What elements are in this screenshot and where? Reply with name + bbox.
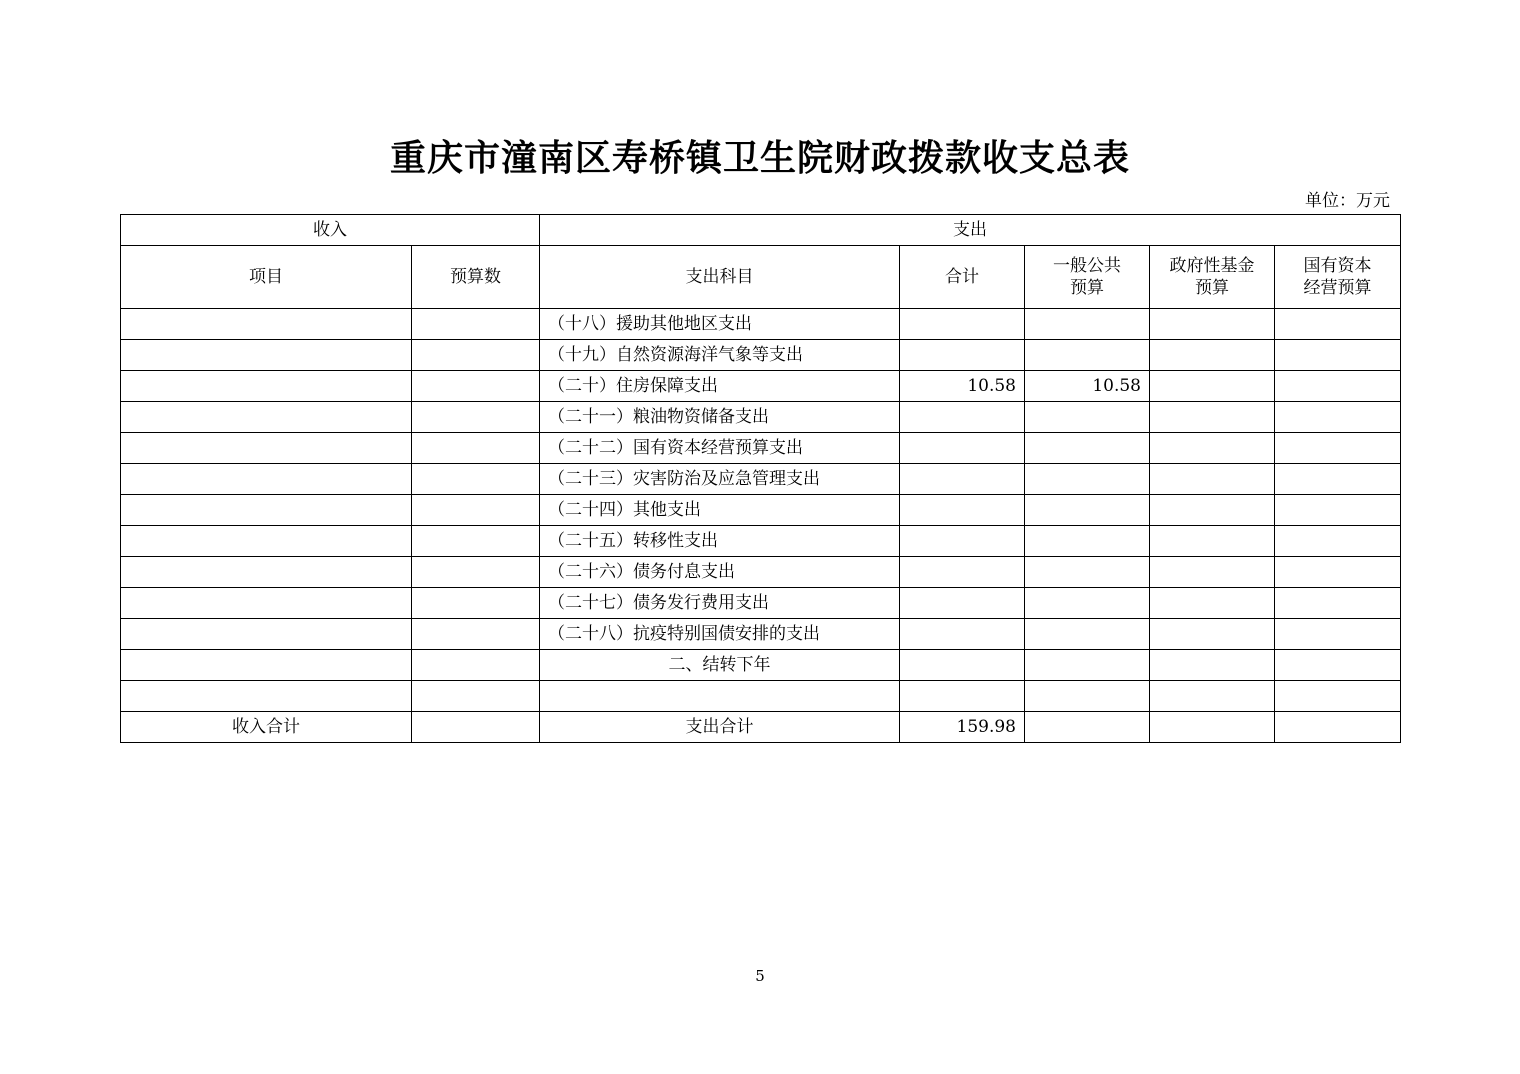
cell-item bbox=[121, 433, 412, 464]
cell-general-public bbox=[1025, 650, 1150, 681]
col-general-public bbox=[1025, 246, 1150, 309]
table-row bbox=[121, 433, 1401, 464]
cell-general-public bbox=[1025, 681, 1150, 712]
table-row bbox=[121, 402, 1401, 433]
cell-general-public bbox=[1025, 433, 1150, 464]
cell-gov-fund bbox=[1150, 650, 1275, 681]
cell-expense-subject: （二十二）国有资本经营预算支出 bbox=[540, 433, 900, 464]
cell-item bbox=[121, 557, 412, 588]
cell-budget bbox=[412, 681, 540, 712]
budget-summary-table bbox=[120, 214, 1401, 743]
cell-item bbox=[121, 526, 412, 557]
cell-total bbox=[900, 340, 1025, 371]
expense-total-capital bbox=[1275, 712, 1401, 743]
cell-total bbox=[900, 681, 1025, 712]
page-title: 重庆市潼南区寿桥镇卫生院财政拨款收支总表 bbox=[389, 137, 1130, 179]
cell-general-public bbox=[1025, 402, 1150, 433]
col-expense-subject: 支出科目 bbox=[540, 246, 900, 309]
cell-budget bbox=[412, 495, 540, 526]
table-row bbox=[121, 588, 1401, 619]
cell-state-capital bbox=[1275, 681, 1401, 712]
cell-expense-subject: （二十）住房保障支出 bbox=[540, 371, 900, 402]
cell-general-public: 10.58 bbox=[1025, 371, 1150, 402]
cell-state-capital bbox=[1275, 340, 1401, 371]
cell-gov-fund bbox=[1150, 681, 1275, 712]
cell-state-capital bbox=[1275, 433, 1401, 464]
expense-total-fund bbox=[1150, 712, 1275, 743]
cell-gov-fund bbox=[1150, 433, 1275, 464]
expense-total-value: 159.98 bbox=[900, 712, 1025, 743]
table-body bbox=[121, 309, 1401, 712]
cell-expense-subject: （二十一）粮油物资储备支出 bbox=[540, 402, 900, 433]
cell-gov-fund bbox=[1150, 402, 1275, 433]
cell-total bbox=[900, 650, 1025, 681]
cell-general-public bbox=[1025, 526, 1150, 557]
cell-budget bbox=[412, 371, 540, 402]
expense-total-general bbox=[1025, 712, 1150, 743]
cell-budget bbox=[412, 557, 540, 588]
cell-total bbox=[900, 557, 1025, 588]
cell-item bbox=[121, 464, 412, 495]
cell-total bbox=[900, 433, 1025, 464]
cell-expense-subject: （十八）援助其他地区支出 bbox=[540, 309, 900, 340]
income-total-value bbox=[412, 712, 540, 743]
cell-state-capital bbox=[1275, 526, 1401, 557]
cell-expense-subject: （二十五）转移性支出 bbox=[540, 526, 900, 557]
cell-general-public bbox=[1025, 557, 1150, 588]
cell-state-capital bbox=[1275, 464, 1401, 495]
page-number: 5 bbox=[755, 967, 765, 985]
col-total: 合计 bbox=[900, 246, 1025, 309]
table-row bbox=[121, 526, 1401, 557]
cell-total bbox=[900, 309, 1025, 340]
cell-total bbox=[900, 464, 1025, 495]
col-general-public-line2: 预算 bbox=[1070, 278, 1104, 298]
cell-general-public bbox=[1025, 495, 1150, 526]
cell-item bbox=[121, 309, 412, 340]
cell-budget bbox=[412, 402, 540, 433]
cell-gov-fund bbox=[1150, 371, 1275, 402]
cell-gov-fund bbox=[1150, 526, 1275, 557]
cell-item bbox=[121, 681, 412, 712]
cell-expense-subject: （二十八）抗疫特别国债安排的支出 bbox=[540, 619, 900, 650]
cell-state-capital bbox=[1275, 619, 1401, 650]
cell-total bbox=[900, 526, 1025, 557]
table-row bbox=[121, 340, 1401, 371]
cell-general-public bbox=[1025, 619, 1150, 650]
col-item: 项目 bbox=[121, 246, 412, 309]
table-row bbox=[121, 464, 1401, 495]
col-budget: 预算数 bbox=[412, 246, 540, 309]
cell-state-capital bbox=[1275, 495, 1401, 526]
cell-general-public bbox=[1025, 340, 1150, 371]
cell-item bbox=[121, 619, 412, 650]
col-state-capital bbox=[1275, 246, 1401, 309]
header-row-groups bbox=[121, 215, 1401, 246]
cell-expense-subject: （十九）自然资源海洋气象等支出 bbox=[540, 340, 900, 371]
header-row-columns bbox=[121, 246, 1401, 309]
cell-item bbox=[121, 371, 412, 402]
cell-gov-fund bbox=[1150, 557, 1275, 588]
cell-total: 10.58 bbox=[900, 371, 1025, 402]
cell-expense-subject: （二十四）其他支出 bbox=[540, 495, 900, 526]
cell-gov-fund bbox=[1150, 495, 1275, 526]
cell-total bbox=[900, 588, 1025, 619]
cell-expense-subject: （二十三）灾害防治及应急管理支出 bbox=[540, 464, 900, 495]
cell-general-public bbox=[1025, 309, 1150, 340]
cell-state-capital bbox=[1275, 588, 1401, 619]
cell-item bbox=[121, 495, 412, 526]
cell-gov-fund bbox=[1150, 588, 1275, 619]
cell-gov-fund bbox=[1150, 619, 1275, 650]
table-row bbox=[121, 681, 1401, 712]
table-row bbox=[121, 495, 1401, 526]
col-general-public-line1: 一般公共 bbox=[1053, 256, 1121, 276]
expense-total-label: 支出合计 bbox=[540, 712, 900, 743]
cell-item bbox=[121, 402, 412, 433]
cell-budget bbox=[412, 526, 540, 557]
col-gov-fund bbox=[1150, 246, 1275, 309]
income-header: 收入 bbox=[121, 215, 540, 246]
cell-expense-subject: （二十七）债务发行费用支出 bbox=[540, 588, 900, 619]
col-state-capital-line1: 国有资本 bbox=[1303, 256, 1372, 276]
income-total-label: 收入合计 bbox=[121, 712, 412, 743]
table-row bbox=[121, 650, 1401, 681]
cell-budget bbox=[412, 340, 540, 371]
col-gov-fund-line2: 预算 bbox=[1195, 278, 1229, 298]
table-row bbox=[121, 309, 1401, 340]
cell-state-capital bbox=[1275, 650, 1401, 681]
cell-item bbox=[121, 588, 412, 619]
cell-total bbox=[900, 619, 1025, 650]
col-gov-fund-line1: 政府性基金 bbox=[1169, 256, 1255, 276]
cell-budget bbox=[412, 309, 540, 340]
cell-total bbox=[900, 495, 1025, 526]
cell-item bbox=[121, 650, 412, 681]
cell-item bbox=[121, 340, 412, 371]
table-row bbox=[121, 371, 1401, 402]
cell-expense-subject bbox=[540, 681, 900, 712]
cell-state-capital bbox=[1275, 309, 1401, 340]
expense-header: 支出 bbox=[540, 215, 1401, 246]
cell-budget bbox=[412, 619, 540, 650]
cell-expense-subject: 二、结转下年 bbox=[540, 650, 900, 681]
cell-general-public bbox=[1025, 464, 1150, 495]
cell-gov-fund bbox=[1150, 340, 1275, 371]
cell-gov-fund bbox=[1150, 309, 1275, 340]
cell-state-capital bbox=[1275, 371, 1401, 402]
unit-label: 单位：万元 bbox=[1305, 191, 1390, 211]
cell-budget bbox=[412, 650, 540, 681]
cell-expense-subject: （二十六）债务付息支出 bbox=[540, 557, 900, 588]
col-state-capital-line2: 经营预算 bbox=[1303, 278, 1372, 298]
cell-general-public bbox=[1025, 588, 1150, 619]
cell-budget bbox=[412, 588, 540, 619]
cell-budget bbox=[412, 464, 540, 495]
table-row bbox=[121, 557, 1401, 588]
totals-row bbox=[121, 712, 1401, 743]
cell-budget bbox=[412, 433, 540, 464]
cell-state-capital bbox=[1275, 402, 1401, 433]
cell-state-capital bbox=[1275, 557, 1401, 588]
cell-total bbox=[900, 402, 1025, 433]
cell-gov-fund bbox=[1150, 464, 1275, 495]
table-row bbox=[121, 619, 1401, 650]
